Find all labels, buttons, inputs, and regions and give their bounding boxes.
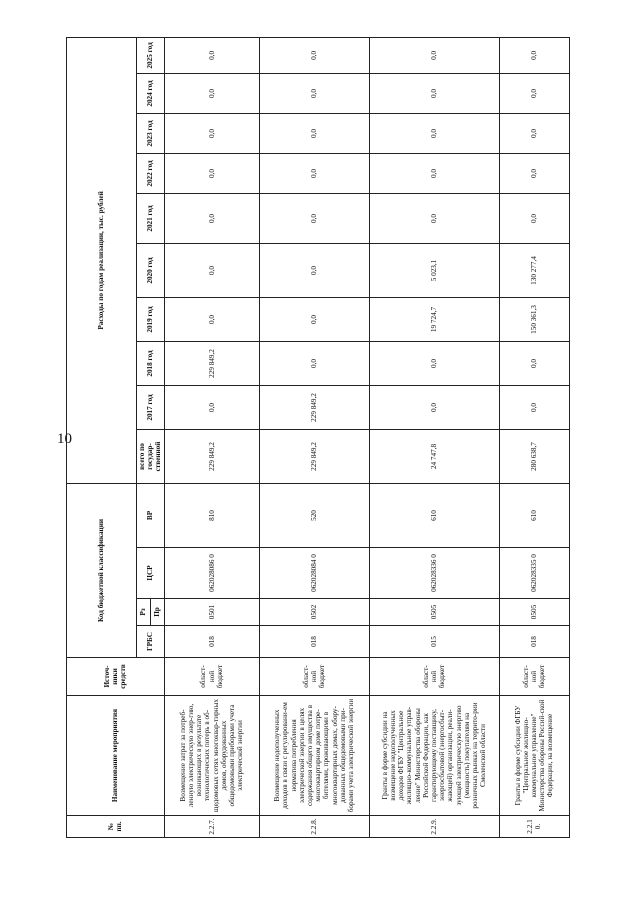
- row-year-2024: 0,0: [499, 73, 569, 113]
- header-year-2024: 2024 год: [137, 73, 165, 113]
- row-year-2020: 0,0: [164, 243, 259, 297]
- row-year-2023: 0,0: [499, 113, 569, 153]
- row-year-2021: 0,0: [499, 193, 569, 243]
- row-year-2023: 0,0: [259, 113, 369, 153]
- budget-table-sheet: [66, 38, 561, 838]
- row-vr: 520: [259, 483, 369, 547]
- row-year-2021: 0,0: [164, 193, 259, 243]
- row-year-2022: 0,0: [369, 153, 499, 193]
- row-year-2019: 0,0: [164, 297, 259, 341]
- header-name: Наименование мероприятия: [67, 696, 165, 816]
- row-year-2021: 0,0: [369, 193, 499, 243]
- page-number: 10: [57, 431, 72, 447]
- row-num: 2.2.7.: [164, 816, 259, 838]
- row-year-2024: 0,0: [164, 73, 259, 113]
- row-year-2022: 0,0: [164, 153, 259, 193]
- row-year-2018: 229 849,2: [164, 341, 259, 385]
- table-row: [259, 37, 369, 837]
- row-csr: 062028335 0: [499, 548, 569, 599]
- row-name: Возмещение недополученных доходов в связи с регулировани-ем норматива потребления электрической энергии в целях содержания общего имущества в многоквартирном доме потре-бителями, проживающими в многоквартирных домах, обору-дованных общедомовыми при-борами учета электрической энергии: [259, 696, 369, 816]
- row-csr: 062028084 0: [259, 548, 369, 599]
- table-row: [164, 37, 259, 837]
- row-year-2019: 19 724,7: [369, 297, 499, 341]
- row-vr: 610: [499, 483, 569, 547]
- header-year-2017: 2017 год: [137, 385, 165, 429]
- row-total: 24 747,8: [369, 429, 499, 483]
- header-csr: ЦСР: [137, 548, 165, 599]
- row-total: 280 638,7: [499, 429, 569, 483]
- row-num: 2.2.9.: [369, 816, 499, 838]
- row-rzpr: 0502: [259, 599, 369, 626]
- row-num: 2.2.8.: [259, 816, 369, 838]
- row-year-2018: 0,0: [499, 341, 569, 385]
- row-year-2023: 0,0: [369, 113, 499, 153]
- row-year-2019: 150 361,3: [499, 297, 569, 341]
- row-grbs: 015: [369, 626, 499, 658]
- row-year-2019: 0,0: [259, 297, 369, 341]
- header-grbs: ГРБС: [137, 626, 165, 658]
- header-source: Источ-ники средств: [67, 658, 165, 696]
- row-year-2025: 0,0: [499, 37, 569, 73]
- row-name: Возмещение затрат за потреб-ленную электрическую энер-гию, возникающих в результате технологических потерь в об-щедомовых сетях многоквар-тирных домов, оборудованных общедомовыми приборами учета электрической энергии: [164, 696, 259, 816]
- row-total: 229 849,2: [259, 429, 369, 483]
- row-name: Гранты в форме субсидии на возмещение недополученных доходов ФГБУ "Центральное жилищно-коммунальное управ-ление" Министерства обороны Российской Федерации, как гарантирующему поставщику, энергосбытовой (энергосбыт-жающей) организации, реали-зующей электрическую энергию (мощность) покупателям на розничных рынках на террито-рии Смоленской области: [369, 696, 499, 816]
- row-year-2023: 0,0: [164, 113, 259, 153]
- row-year-2020: 5 023,1: [369, 243, 499, 297]
- row-year-2022: 0,0: [499, 153, 569, 193]
- row-csr: 062028086 0: [164, 548, 259, 599]
- row-year-2025: 0,0: [259, 37, 369, 73]
- row-year-2024: 0,0: [259, 73, 369, 113]
- row-rzpr: 0505: [499, 599, 569, 626]
- header-row-top: [67, 37, 137, 837]
- row-rzpr: 0505: [369, 599, 499, 626]
- header-num: № пп.: [67, 816, 165, 838]
- header-year-2018: 2018 год: [137, 341, 165, 385]
- row-year-2025: 0,0: [164, 37, 259, 73]
- row-year-2017: 0,0: [369, 385, 499, 429]
- row-name: Гранты в форме субсидии ФГБУ "Центральное жилищно-коммунальное управление" Министерства обороны Россий-ской Федерации, на возмещение: [499, 696, 569, 816]
- row-rzpr: 0501: [164, 599, 259, 626]
- header-year-2020: 2020 год: [137, 243, 165, 297]
- row-grbs: 018: [259, 626, 369, 658]
- header-year-2022: 2022 год: [137, 153, 165, 193]
- row-year-2017: 0,0: [164, 385, 259, 429]
- row-source: област-ной бюджет: [499, 658, 569, 696]
- row-year-2020: 130 277,4: [499, 243, 569, 297]
- header-budget-code: Код бюджетной классификации: [67, 483, 137, 657]
- row-total: 229 849,2: [164, 429, 259, 483]
- table-row: [369, 37, 499, 837]
- header-year-2025: 2025 год: [137, 37, 165, 73]
- row-year-2018: 0,0: [369, 341, 499, 385]
- header-rz: Рз: [137, 599, 151, 626]
- header-pr: Пр: [150, 599, 164, 626]
- row-year-2020: 0,0: [259, 243, 369, 297]
- row-num: 2.2.10.: [499, 816, 569, 838]
- row-source: област-ной бюджет: [369, 658, 499, 696]
- header-expenses: Расходы по годам реализации, тыс. рублей: [67, 37, 137, 483]
- row-year-2024: 0,0: [369, 73, 499, 113]
- header-vr: ВР: [137, 483, 165, 547]
- table-row: [499, 37, 569, 837]
- row-source: област-ной бюджет: [164, 658, 259, 696]
- row-csr: 062028336 0: [369, 548, 499, 599]
- row-year-2017: 229 849,2: [259, 385, 369, 429]
- row-grbs: 018: [164, 626, 259, 658]
- row-year-2017: 0,0: [499, 385, 569, 429]
- row-year-2018: 0,0: [259, 341, 369, 385]
- header-year-2023: 2023 год: [137, 113, 165, 153]
- row-vr: 810: [164, 483, 259, 547]
- row-year-2025: 0,0: [369, 37, 499, 73]
- budget-table: [66, 37, 570, 838]
- header-total: всего по государ-ственной: [137, 429, 165, 483]
- header-year-2021: 2021 год: [137, 193, 165, 243]
- row-source: област-ной бюджет: [259, 658, 369, 696]
- header-year-2019: 2019 год: [137, 297, 165, 341]
- row-grbs: 018: [499, 626, 569, 658]
- row-year-2021: 0,0: [259, 193, 369, 243]
- row-vr: 610: [369, 483, 499, 547]
- row-year-2022: 0,0: [259, 153, 369, 193]
